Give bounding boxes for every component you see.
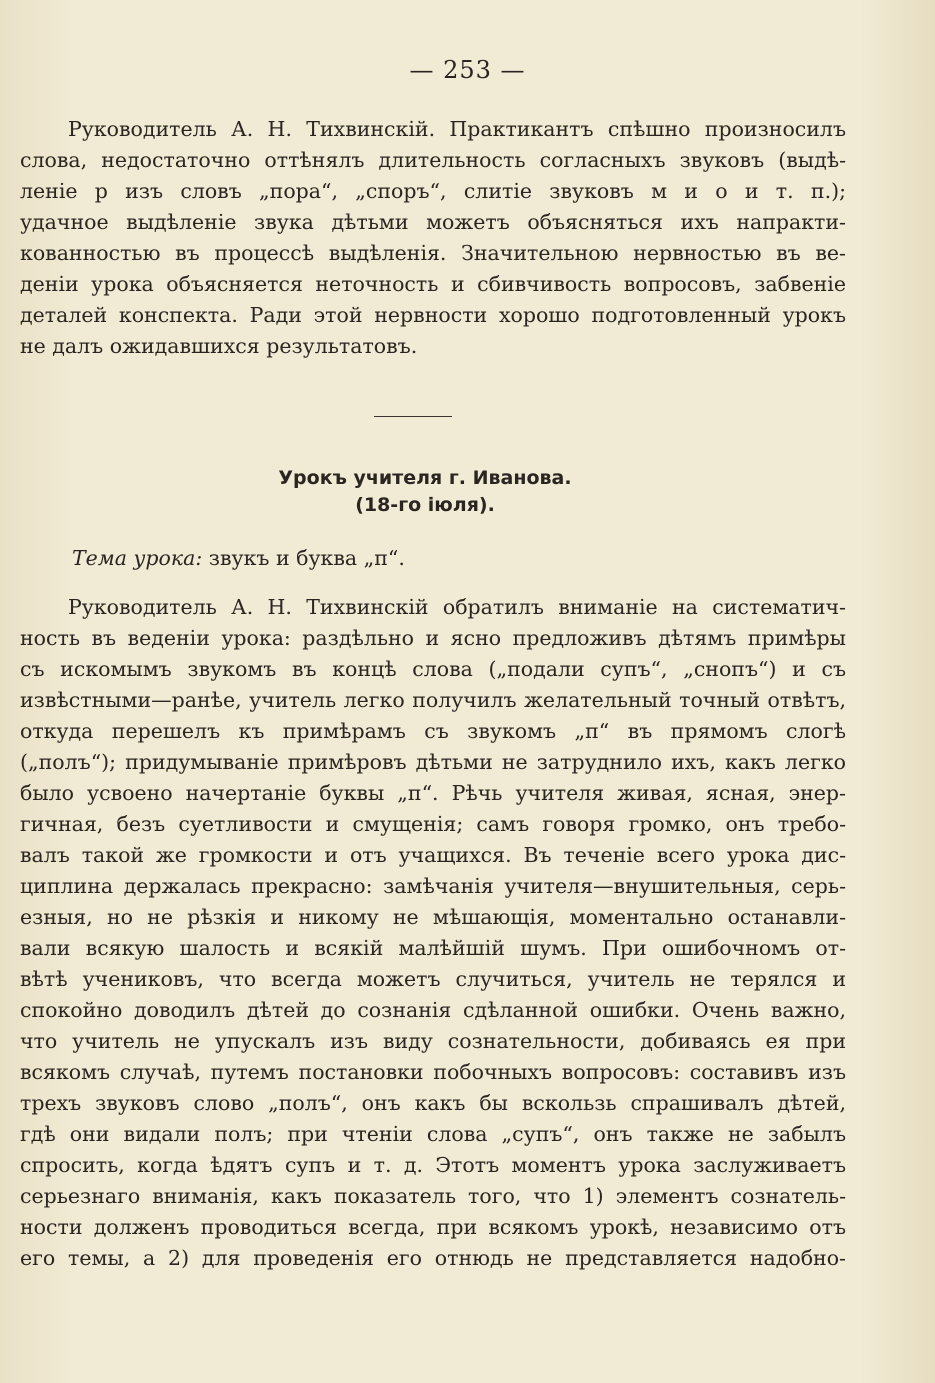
text-line: серьезнаго вниманія, какъ показатель того, что 1) элементъ сознатель- <box>20 1184 846 1208</box>
lesson-theme-label: Тема урока: <box>72 546 203 570</box>
text-line: гичная, безъ суетливости и смущенія; самъ говоря громко, онъ требо- <box>20 812 846 836</box>
text-line: Руководитель А. Н. Тихвинскій. Практикантъ спѣшно произносилъ <box>68 117 846 141</box>
text-line: слова, недостаточно оттѣнялъ длительность согласныхъ звуковъ (выдѣ- <box>20 148 846 172</box>
text-line: спокойно доводилъ дѣтей до сознанія сдѣланной ошибки. Очень важно, <box>20 998 846 1022</box>
text-line: вали всякую шалость и всякій малѣйшій шумъ. При ошибочномъ от- <box>20 936 846 960</box>
lesson-theme-text: звукъ и буква „п“. <box>202 546 405 570</box>
text-line: езныя, но не рѣзкія и никому не мѣшающія, моментально останавли- <box>20 905 846 929</box>
text-line: съ искомымъ звукомъ въ концѣ слова („подали супъ“, „снопъ“) и съ <box>20 657 846 681</box>
text-line: было усвоено начертаніе буквы „п“. Рѣчь учителя живая, ясная, энер- <box>20 781 846 805</box>
text-line: его темы, а 2) для проведенія его отнюдь не представляется надобно- <box>20 1246 846 1270</box>
text-line: всякомъ случаѣ, путемъ постановки побочныхъ вопросовъ: составивъ изъ <box>20 1060 846 1084</box>
paragraph-review-2 <box>20 592 846 1274</box>
lesson-heading-date: (18-го іюля). <box>355 494 495 516</box>
text-line: гдѣ они видали полъ; при чтеніи слова „супъ“, онъ также не забылъ <box>20 1122 846 1146</box>
text-line: ность въ веденіи урока: раздѣльно и ясно предложивъ дѣтямъ примѣры <box>20 626 846 650</box>
text-line: извѣстными—ранѣе, учитель легко получилъ желательный точный отвѣтъ, <box>20 688 846 712</box>
lesson-theme <box>72 543 405 574</box>
text-line: Руководитель А. Н. Тихвинскій обратилъ вниманіе на систематич- <box>68 595 846 619</box>
text-line: вѣтѣ учениковъ, что всегда можетъ случиться, учитель не терялся и <box>20 967 846 991</box>
page-number: — 253 — <box>409 56 526 84</box>
text-line: трехъ звуковъ слово „полъ“, онъ какъ бы вскользь спрашивалъ дѣтей, <box>20 1091 846 1115</box>
text-line: циплина держалась прекрасно: замѣчанія учителя—внушительныя, серь- <box>20 874 846 898</box>
text-line: спросить, когда ѣдятъ супъ и т. д. Этотъ моментъ урока заслуживаетъ <box>20 1153 846 1177</box>
text-line: что учитель не упускалъ изъ виду сознательности, добиваясь ея при <box>20 1029 846 1053</box>
text-line: откуда перешелъ къ примѣрамъ съ звукомъ „п“ въ прямомъ слогѣ <box>20 719 846 743</box>
text-line: валъ такой же громкости и отъ учащихся. Въ теченіе всего урока дис- <box>20 843 846 867</box>
text-line: деніи урока объясняется неточность и сбивчивость вопросовъ, забвеніе <box>20 272 846 296</box>
text-line: ности долженъ проводиться всегда, при всякомъ урокѣ, независимо отъ <box>20 1215 846 1239</box>
text-line: удачное выдѣленіе звука дѣтьми можетъ объясняться ихъ напракти- <box>20 210 846 234</box>
text-line: не далъ ожидавшихся результатовъ. <box>20 334 418 358</box>
text-line: („полъ“); придумываніе примѣровъ дѣтьми не затруднило ихъ, какъ легко <box>20 750 846 774</box>
lesson-heading-title: Урокъ учителя г. Иванова. <box>278 467 572 489</box>
text-line: деталей конспекта. Ради этой нервности хорошо подготовленный урокъ <box>20 303 846 327</box>
text-line: леніе р изъ словъ „пора“, „споръ“, слитіе звуковъ м и о и т. п.); <box>20 179 846 203</box>
section-divider <box>374 416 452 417</box>
text-line: кованностью въ процессѣ выдѣленія. Значительною нервностью въ ве- <box>20 241 846 265</box>
paragraph-review-1 <box>20 114 846 362</box>
